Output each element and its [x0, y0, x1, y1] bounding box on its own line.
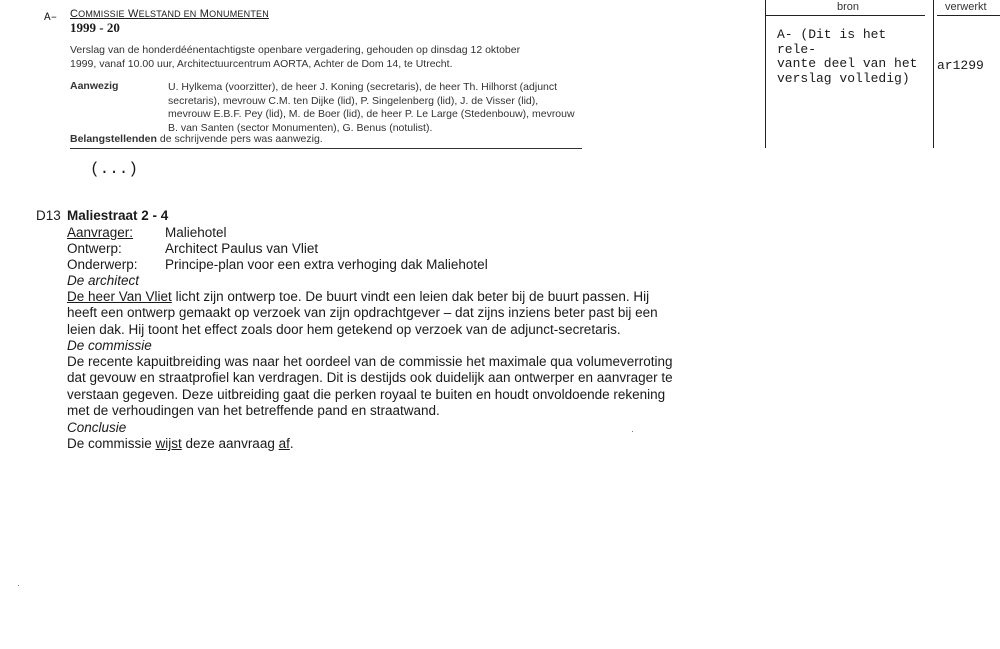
commissie-paragraph: [67, 354, 707, 419]
architect-paragraph: [67, 289, 707, 338]
org-word-3: ONUMENTEN: [209, 9, 269, 19]
bron-cell: [777, 28, 932, 86]
column-header-bron: bron: [837, 1, 860, 13]
report-line-1: Verslag van de honderdéénentachtigste openbare vergadering, gehouden op dinsdag 12 oktober: [70, 44, 521, 56]
item-code: D13: [36, 208, 61, 223]
belang-text: de schrijvende pers was aanwezig.: [159, 133, 323, 145]
architect-line-1: [67, 289, 707, 305]
commissie-line-3: verstaan gegeven. Deze uitbreiding gaat die perken royaal te buiten en houdt onvoldoende rekening: [67, 386, 666, 402]
architect-line-2: heeft een ontwerp gemaakt op verzoek van zijn opdrachtgever – dat zijns inziens beter past bij een: [67, 305, 658, 321]
conclusie-text: [67, 436, 294, 452]
commissie-heading: De commissie: [67, 338, 152, 353]
header-divider: [70, 148, 582, 149]
verwerkt-cell: ar1299: [937, 58, 984, 73]
onderwerp-value: Principe-plan voor een extra verhoging dak Maliehotel: [165, 257, 488, 272]
architect-line-3: leien dak. Hij toont het effect zoals door hem getekend op verzoek van de adjunct-secretaris.: [67, 321, 621, 337]
bron-line-3: verslag volledig): [777, 70, 910, 86]
table-header-rule-verwerkt: [937, 15, 1000, 16]
org-word-1: OMMISSIE: [78, 9, 125, 19]
report-number: 1999 - 20: [70, 20, 120, 35]
header-prefix: A–: [44, 12, 58, 24]
conclusie-pre: De commissie: [67, 436, 156, 451]
report-description: [70, 43, 570, 71]
scan-speck: [632, 431, 633, 432]
onderwerp-label: Onderwerp:: [67, 257, 138, 272]
architect-line-1-rest: licht zijn ontwerp toe. De buurt vindt een leien dak beter bij de buurt passen. Hij: [171, 289, 650, 304]
aanwezig-label: Aanwezig: [70, 80, 119, 92]
ontwerp-value: Architect Paulus van Vliet: [165, 241, 319, 256]
scan-speck: [18, 585, 19, 586]
org-initial-w: W: [128, 8, 139, 20]
conclusie-mid: deze aanvraag: [181, 436, 279, 451]
report-line-2: 1999, vanaf 10.00 uur, Architectuurcentrum AORTA, Achter de Dom 14, te Utrecht.: [70, 58, 453, 70]
table-border-middle: [933, 0, 934, 148]
organization-title: [70, 8, 269, 20]
belang-label: Belangstellenden: [70, 133, 157, 145]
table-header-rule-bron: [765, 15, 925, 16]
conclusie-end: .: [289, 436, 294, 451]
omission-ellipsis: (...): [90, 160, 139, 178]
architect-name: De heer Van Vliet: [67, 289, 172, 304]
table-border-left: [765, 0, 766, 148]
bron-line-1: A- (Dit is het rele-: [777, 27, 887, 57]
ontwerp-label: Ontwerp:: [67, 241, 122, 256]
conclusie-af: af: [278, 436, 290, 451]
org-word-2: ELSTAND EN: [138, 9, 197, 19]
aanvrager-value: Maliehotel: [165, 225, 227, 240]
conclusie-heading: Conclusie: [67, 420, 127, 435]
architect-heading: De architect: [67, 273, 140, 288]
bron-line-2: vante deel van het: [777, 56, 918, 71]
aanvrager-label: Aanvrager:: [67, 225, 134, 240]
belangstellenden-line: [70, 133, 323, 145]
source-table: [765, 0, 1000, 148]
org-initial-m: M: [199, 8, 210, 20]
org-initial-c: C: [70, 8, 79, 20]
commissie-line-4: met de verhoudingen van het betreffende pand en straatwand.: [67, 402, 440, 418]
commissie-line-1: De recente kapuitbreiding was naar het oordeel van de commissie het maximale qua volumeverroting: [67, 354, 673, 369]
column-header-verwerkt: verwerkt: [945, 1, 987, 13]
commissie-line-2: dat gevouw en straatprofiel kan verdragen. Dit is destijds ook duidelijk aan ontwerper en aanvrager te: [67, 370, 673, 386]
conclusie-wijst: wijst: [155, 436, 182, 451]
aanwezig-text: U. Hylkema (voorzitter), de heer J. Koning (secretaris), de heer Th. Hilhorst (adjunct secretaris), mevrouw C.M. ten Dijke (lid), P. Singelenberg (lid), J. de Visser (lid), mevrouw E.B.F. Pey (lid), M. de Boer (lid), de heer P. Le Large (Stedenbouw), mevrouw B. van Santen (sector Monumenten), G. Benus (notulist).: [168, 81, 575, 134]
item-title: Maliestraat 2 - 4: [67, 208, 169, 223]
